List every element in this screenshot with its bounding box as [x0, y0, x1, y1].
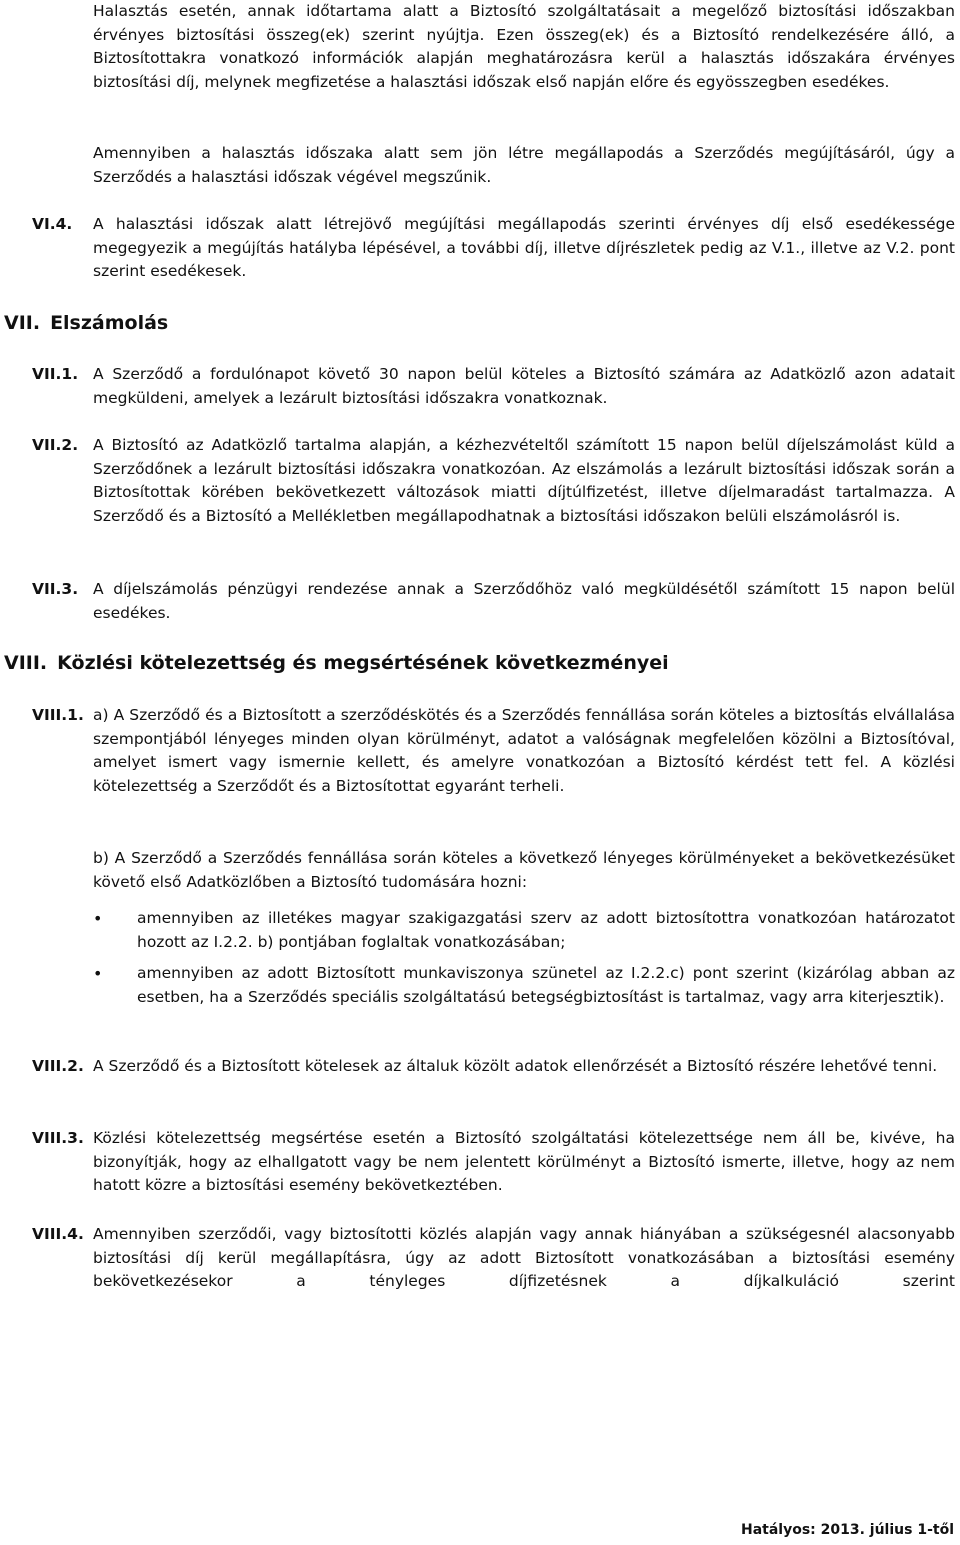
section-heading-vii — [4, 312, 168, 336]
bullet-icon: • — [93, 909, 103, 928]
section-title: Elszámolás — [50, 312, 169, 334]
clause-text-a: a) A Szerződő és a Biztosított a szerződéskötés és a Szerződés fennállása során köteles a biztosítás elvállalása szempontjából lényeges minden olyan körülményt, adatot a valóságnak megfelelően közölni a Biztosítóval, amelyet ismert vagy ismernie kellett, és amelyre vonatkozóan a Biztosító kérdést tett fel. A közlési kötelezettség a Szerződőt és a Biztosítottat egyaránt terheli. — [93, 706, 955, 795]
clause-number: VII.2. — [32, 436, 79, 454]
clause-number: VIII.1. — [32, 706, 84, 724]
bullet-icon: • — [93, 964, 103, 983]
clause-text: A halasztási időszak alatt létrejövő megújítási megállapodás szerinti érvényes díj első esedékessége megegyezik a megújítás hatályba lépésével, a további díj, illetve díjrészletek pedig az V.1., illetve az V.2. pont szerint esedékesek. — [93, 215, 955, 280]
clause-text: A Szerződő és a Biztosított kötelesek az általuk közölt adatok ellenőrzését a Biztosító részére lehetővé tenni. — [93, 1057, 938, 1075]
bullet-list — [93, 907, 955, 1017]
list-item — [93, 962, 955, 1009]
clause-number: VIII.2. — [32, 1057, 84, 1075]
clause-number: VIII.3. — [32, 1129, 84, 1147]
clause-text: Közlési kötelezettség megsértése esetén a Biztosító szolgáltatási kötelezettsége nem áll be, kivéve, ha bizonyítják, hogy az elhallgatott vagy be nem jelentett körülményt a Biztosító ismerte, illetve, hogy az nem hatott közre a biztosítási esemény bekövetkeztében. — [93, 1129, 955, 1194]
section-number: VIII. — [4, 652, 48, 674]
list-item — [93, 907, 955, 954]
intro-paragraph-1: Halasztás esetén, annak időtartama alatt a Biztosító szolgáltatásait a megelőző biztosítási időszakban érvényes biztosítási összeg(ek) szerint nyújtja. Ezen összeg(ek) és a Biztosító rendelkezésére álló, a Biztosítottakra vonatkozó információk alapján meghatározásra kerül a halasztás időszakára érvényes biztosítási díj, melynek megfizetése a halasztási időszak első napján előre és egyösszegben esedékes. — [93, 2, 955, 91]
section-title: Közlési kötelezettség és megsértésének következményei — [57, 652, 669, 674]
clause-number: VII.1. — [32, 365, 79, 383]
section-heading-viii — [4, 652, 669, 676]
clause-text: A Szerződő a fordulónapot követő 30 napon belül köteles a Biztosító számára az Adatközlő azon adatait megküldeni, amelyek a lezárult biztosítási időszakra vonatkoznak. — [93, 365, 955, 407]
clause-text: A Biztosító az Adatközlő tartalma alapján, a kézhezvételtől számított 15 napon belül díjelszámolást küld a Szerződőnek a lezárult biztosítási időszakra vonatkozóan. Az elszámolás a lezárult biztosítási időszak során a Biztosítottak körében bekövetkezett változások miatti díjtúlfizetést, illetve díjelmaradást tartalmazza. A Szerződő és a Biztosító a Mellékletben megállapodhatnak a biztosítási időszakon belüli elszámolásról is. — [93, 436, 955, 525]
clause-text-b: b) A Szerződő a Szerződés fennállása során köteles a következő lényeges körülményeket a bekövetkezésüket követő első Adatközlőben a Biztosító tudomására hozni: — [93, 849, 955, 891]
clause-number: VI.4. — [32, 215, 73, 233]
clause-number: VII.3. — [32, 580, 79, 598]
intro-paragraph-2: Amennyiben a halasztás időszaka alatt sem jön létre megállapodás a Szerződés megújításáról, úgy a Szerződés a halasztási időszak végével megszűnik. — [93, 144, 955, 186]
clause-number: VIII.4. — [32, 1225, 84, 1243]
list-item-text: amennyiben az illetékes magyar szakigazgatási szerv az adott biztosítottra vonatkozóan határozatot hozott az I.2.2. b) pontjában foglaltak vonatkozásában; — [137, 909, 955, 951]
effective-date-footer: Hatályos: 2013. július 1-től — [740, 1522, 954, 1538]
clause-text: A díjelszámolás pénzügyi rendezése annak a Szerződőhöz való megküldésétől számított 15 napon belül esedékes. — [93, 580, 955, 622]
section-number: VII. — [4, 312, 41, 334]
list-item-text: amennyiben az adott Biztosított munkaviszonya szünetel az I.2.2.c) pont szerint (kizárólag abban az esetben, ha a Szerződés speciális szolgáltatású betegségbiztosítást is tartalmaz, vagy arra kiterjesztik). — [137, 964, 955, 1006]
clause-text: Amennyiben szerződői, vagy biztosítotti közlés alapján vagy annak hiányában a szükségesnél alacsonyabb biztosítási díj kerül megállapításra, úgy az adott Biztosított vonatkozásában a biztosítási esemény bekövetkezésekor a tényleges díjfizetésnek a díjkalkuláció szerint — [93, 1225, 955, 1290]
